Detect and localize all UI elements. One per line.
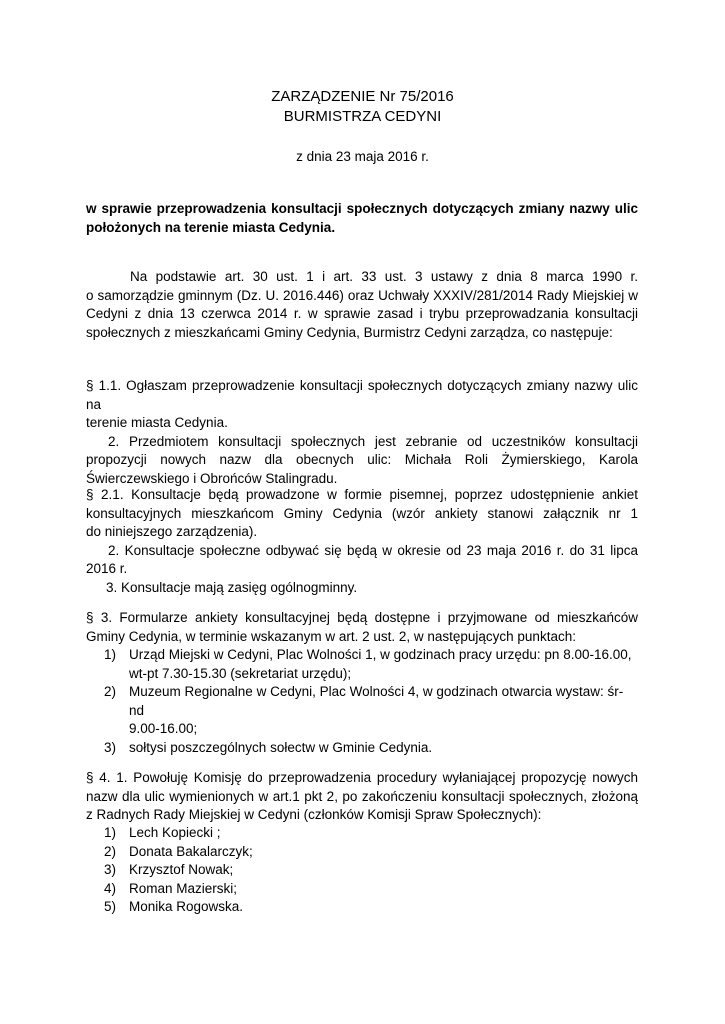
- title-line-1: ZARZĄDZENIE Nr 75/2016: [271, 88, 454, 105]
- commission-members-list: [104, 824, 638, 917]
- section-1-p2-line-3: Świerczewskiego i Obrońców Stalingradu.: [86, 470, 338, 486]
- subject-line-1: w sprawie przeprowadzenia konsultacji społecznych dotyczących zmiany nazwy ulic: [86, 201, 638, 216]
- list-item-text: Urząd Miejski w Cedyni, Plac Wolności 1, w godzinach pracy urzędu: pn 8.00-16.00,: [129, 647, 632, 662]
- section-2-p1-line-1: § 2.1. Konsultacje będą prowadzone w formie pisemnej, poprzez udostępnienie ankiet: [86, 487, 638, 502]
- member-name: Monika Rogowska.: [129, 899, 244, 914]
- list-item: [104, 861, 638, 880]
- document-date: z dnia 23 maja 2016 r.: [296, 149, 429, 164]
- section-1: [86, 377, 638, 488]
- list-item: [104, 646, 638, 683]
- list-item-number: 4): [104, 880, 117, 896]
- section-3-intro: [86, 609, 638, 646]
- section-4-line-2: nazw dla ulic wymienionych w art.1 pkt 2, po zakończeniu konsultacji społecznych, złożoną: [86, 788, 638, 804]
- preamble-line-1: Na podstawie art. 30 ust. 1 i art. 33 ust. 3 ustawy z dnia 8 marca 1990 r.: [130, 269, 638, 284]
- list-item-number: 3): [104, 862, 117, 877]
- list-item-text: Muzeum Regionalne w Cedyni, Plac Wolności 4, w godzinach otwarcia wystaw: śr-nd: [129, 684, 624, 718]
- section-2-p2-line-2: 2016 r.: [86, 561, 128, 576]
- document-subject: [86, 200, 638, 237]
- section-2-p3: 3. Konsultacje mają zasięg ogólnogminny.: [106, 579, 358, 595]
- title-line-2: BURMISTRZA CEDYNI: [283, 108, 442, 125]
- list-item: [104, 880, 638, 899]
- section-3-intro-line-1: § 3. Formularze ankiety konsultacyjnej będą dostępne i przyjmowane od mieszkańców: [86, 610, 638, 625]
- list-item-text: sołtysi poszczególnych sołectw w Gminie Cedynia.: [129, 739, 433, 755]
- document-title: [0, 87, 725, 127]
- section-4: [86, 769, 638, 825]
- list-item-number: 1): [104, 825, 117, 840]
- collection-points-list: [104, 646, 638, 757]
- preamble-line-3: Cedyni z dnia 13 czerwca 2014 r. w sprawie zasad i trybu przeprowadzania konsultacji: [86, 306, 638, 321]
- member-name: Krzysztof Nowak;: [129, 862, 234, 877]
- section-4-line-1: § 4. 1. Powołuję Komisję do przeprowadzenia procedury wyłaniającej propozycję nowych: [86, 770, 638, 785]
- list-item-number: 3): [104, 739, 117, 755]
- list-item-text: 9.00-16.00;: [129, 721, 198, 736]
- list-item-number: 2): [104, 684, 117, 699]
- member-name: Roman Mazierski;: [129, 880, 238, 896]
- section-2-p2-line-1: 2. Konsultacje społeczne odbywać się będą w okresie od 23 maja 2016 r. do 31 lipca: [108, 542, 638, 558]
- section-3-intro-line-2: Gminy Cedynia, w terminie wskazanym w art. 2 ust. 2, w następujących punktach:: [86, 628, 576, 644]
- list-item: [104, 898, 638, 917]
- subject-line-2: położonych na terenie miasta Cedynia.: [86, 219, 336, 235]
- section-2-p1-line-3: do niniejszego zarządzenia).: [86, 524, 258, 539]
- section-4-line-3: z Radnych Rady Miejskiej w Cedyni (członków Komisji Spraw Społecznych):: [86, 807, 542, 822]
- list-item-number: 5): [104, 899, 117, 914]
- section-2-p1-line-2: konsultacyjnych mieszkańcom Gminy Cedynia (wzór ankiety stanowi załącznik nr 1: [86, 505, 638, 521]
- preamble: [86, 268, 638, 342]
- section-2: [86, 486, 638, 597]
- member-name: Donata Bakalarczyk;: [129, 843, 253, 859]
- section-1-p2-line-2: propozycji nowych nazw dla obecnych ulic: Michała Roli Żymierskiego, Karola: [86, 452, 638, 467]
- list-item: [104, 824, 638, 843]
- preamble-line-2: o samorządzie gminnym (Dz. U. 2016.446) oraz Uchwały XXXIV/281/2014 Rady Miejskiej w: [86, 287, 638, 303]
- section-1-p2-line-1: 2. Przedmiotem konsultacji społecznych jest zebranie od uczestników konsultacji: [108, 433, 638, 449]
- section-1-p1-line-1: § 1.1. Ogłaszam przeprowadzenie konsultacji społecznych dotyczących zmiany nazwy ulic na: [86, 378, 638, 412]
- preamble-line-4: społecznych z mieszkańcami Gminy Cedynia, Burmistrz Cedyni zarządza, co następuje:: [86, 324, 613, 340]
- list-item-number: 1): [104, 647, 117, 662]
- list-item: [104, 739, 638, 758]
- list-item-number: 2): [104, 843, 117, 859]
- list-item: [104, 683, 638, 739]
- member-name: Lech Kopiecki ;: [129, 825, 221, 840]
- list-item-text: wt-pt 7.30-15.30 (sekretariat urzędu);: [129, 665, 352, 681]
- section-1-p1-line-2: terenie miasta Cedynia.: [86, 415, 228, 430]
- list-item: [104, 843, 638, 862]
